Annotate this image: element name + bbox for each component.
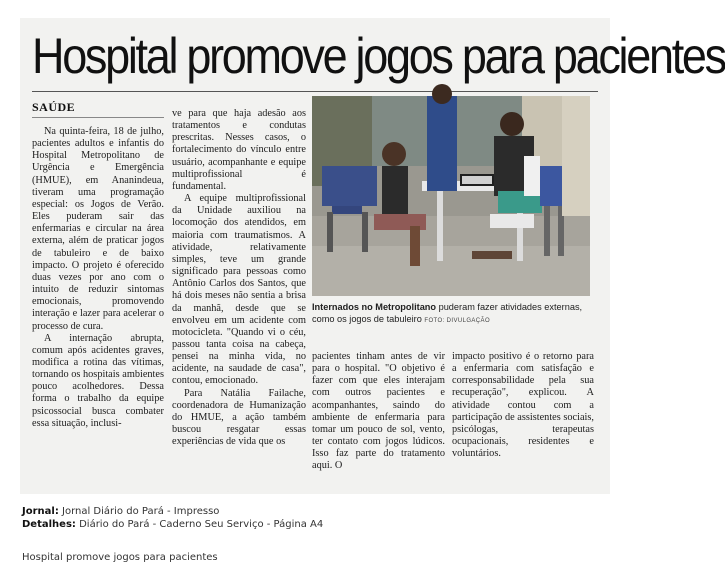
detalhes-line bbox=[22, 518, 323, 531]
paragraph: ve para que haja adesão aos tratamentos e condutas prescritas. Nesses casos, o fortalecimento do vínculo entre usuário, acompanhante e equipe multiprofissional é fundamental. bbox=[172, 108, 306, 192]
paragraph: A equipe multiprofissional da Unidade auxiliou na locomoção dos atendidos, em maioria com traumatismos. A atividade, relativamente simples, teve um grande significado para pessoas como Antônio Carlos dos Santos, que há dois meses não sentia a brisa da manhã, desde que se envolveu em um acidente com motocicleta. "Quando vi o céu, passou tanta coisa na cabeça, pensei na minha vida, no acidente, na saudade de casa", contou, emocionado. bbox=[172, 193, 306, 387]
newspaper-clipping bbox=[20, 18, 725, 494]
headline: Hospital promove jogos para pacientes bbox=[32, 27, 725, 85]
caption-lead: Internados no Metropolitano bbox=[312, 302, 437, 312]
photo-credit: FOTO: DIVULGAÇÃO bbox=[424, 318, 491, 324]
footer-title: Hospital promove jogos para pacientes bbox=[22, 552, 218, 563]
photo-caption bbox=[312, 301, 594, 327]
section-label: SAÚDE bbox=[32, 100, 76, 114]
caption-text: puderam fazer atividades externas, como os jogos de tabuleiro bbox=[312, 302, 583, 324]
article-column-2 bbox=[172, 108, 306, 448]
detalhes-value: Diário do Pará - Caderno Seu Serviço - Página A4 bbox=[75, 519, 324, 530]
paragraph: Na quinta-feira, 18 de julho, pacientes adultos e infantis do Hospital Metropolitano de Urgência e Emergência (HMUE), em Ananindeua, tiveram uma programação especial: os Jogos de Verão. Eles puderam sair das enfermarias e circular na área externa, além de praticar jogos de tabuleiro e de baixo impacto. O projeto é oferecido duas vezes por ano com o intuito de reduzir sintomas emocionais, promovendo interação e lazer para acelerar o processo de cura. bbox=[32, 126, 164, 332]
article-photo bbox=[312, 96, 590, 296]
jornal-label: Jornal: bbox=[22, 506, 59, 517]
clipping-details bbox=[22, 505, 323, 531]
headline-rule bbox=[32, 91, 598, 92]
article-column-1 bbox=[32, 126, 164, 430]
jornal-value: Jornal Diário do Pará - Impresso bbox=[58, 506, 220, 517]
section-rule bbox=[32, 117, 164, 118]
paragraph: Para Natália Failache, coordenadora de Humanização do HMUE, a ação também buscou resgatar essas experiências de vida que os bbox=[172, 387, 306, 448]
paragraph: A internação abrupta, comum após acidentes graves, modifica a rotina das vítimas, tornando os hospitais ambientes pouco acolhedores. Dessa forma o trabalho da equipe psicossocial busca combater essa situação, inclusi- bbox=[32, 332, 164, 429]
jornal-line bbox=[22, 505, 323, 518]
detalhes-label: Detalhes: bbox=[22, 519, 76, 530]
photo-illustration bbox=[312, 96, 590, 296]
article-column-4 bbox=[452, 351, 594, 460]
article-column-3 bbox=[312, 351, 445, 473]
paragraph: impacto positivo é o retorno para a enfermaria com satisfação e corresponsabilidade pela sua recuperação", explicou. A atividade contou com a participação de assistentes sociais, psicólogas, terapeutas ocupacionais, residentes e voluntários. bbox=[452, 351, 594, 460]
paragraph: pacientes tinham antes de vir para o hospital. "O objetivo é fazer com que eles interajam com outros pacientes e acompanhantes, saindo do ambiente de enfermaria para tomar um pouco de sol, vento, ter contato com jogos lúdicos. Isso faz parte do tratamento aqui. O bbox=[312, 351, 445, 472]
